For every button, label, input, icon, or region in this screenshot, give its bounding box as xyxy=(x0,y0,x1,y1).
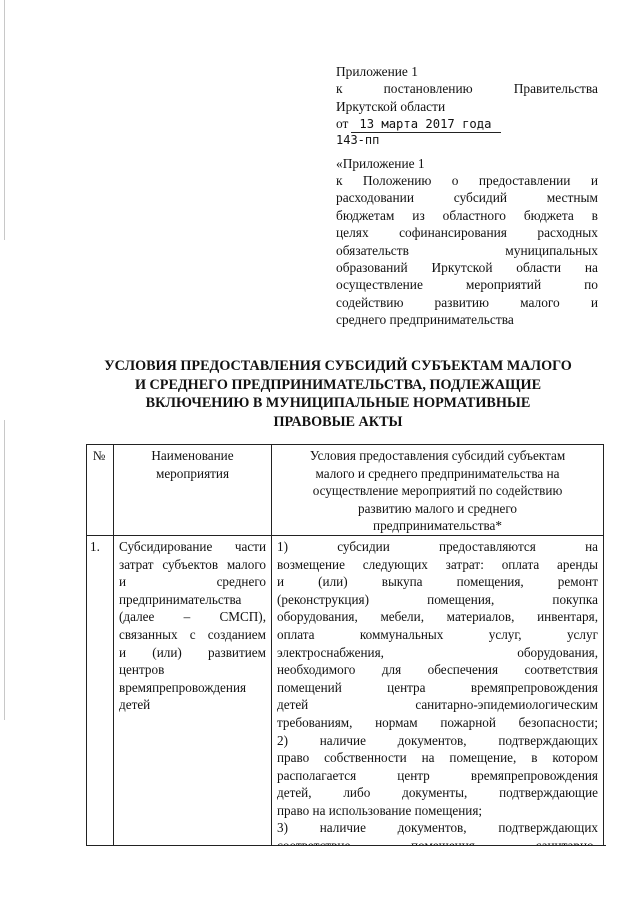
page-bottom-margin xyxy=(0,845,640,905)
sub-appendix-line: к Положению о предоставлении и xyxy=(336,173,598,189)
sub-appendix-line: обязательств муниципальных xyxy=(336,242,598,258)
text-line: и (или) выкупа помещения, ремонт xyxy=(277,574,598,590)
conditions-text xyxy=(277,538,598,855)
date-value: 13 марта 2017 года xyxy=(351,117,501,133)
text-line: предпринимательства xyxy=(119,591,242,607)
text-line: связанных с созданием xyxy=(119,626,266,642)
text-line: и (или) развитием xyxy=(119,644,266,660)
title-line: ВКЛЮЧЕНИЮ В МУНИЦИПАЛЬНЫЕ НОРМАТИВНЫЕ xyxy=(145,395,531,412)
appendix-word: постановлению xyxy=(383,81,473,97)
header-event-name xyxy=(114,445,272,536)
row-conditions xyxy=(272,535,604,855)
text-line: (реконструкция) помещения, покупка xyxy=(277,591,598,607)
text-line: затрат субъектов малого xyxy=(119,556,266,572)
sub-appendix-line: расходовании субсидий местным xyxy=(336,190,598,206)
text-line: 2) наличие документов, подтверждающих xyxy=(277,732,598,748)
appendix-line: Приложение 1 xyxy=(336,64,418,79)
header-text-line: малого и среднего предпринимательства на xyxy=(315,465,560,481)
header-text-line: Условия предоставления субсидий субъектам xyxy=(309,448,566,463)
sub-appendix-line: содействию развитию малого и xyxy=(336,294,598,310)
appendix-line: Иркутской области xyxy=(336,98,446,114)
appendix-block xyxy=(336,63,598,329)
table-row xyxy=(87,535,604,855)
text-line: право собственности на помещение, в котором xyxy=(277,750,598,766)
text-line: центров xyxy=(119,662,165,678)
date-row xyxy=(336,115,598,132)
text-line: и среднего xyxy=(119,574,266,590)
text-line: требованиям, нормам пожарной безопасности; xyxy=(277,714,598,730)
text-line: необходимого для обеспечения соответствия xyxy=(277,662,598,678)
appendix-word: к xyxy=(336,81,343,97)
text-line: оплата коммунальных услуг, услуг xyxy=(277,626,598,642)
table-bottom-border xyxy=(86,845,606,846)
header-text-line: развитию малого и среднего xyxy=(357,500,518,516)
text-line: детей xyxy=(119,697,151,713)
text-line: (далее – СМСП), xyxy=(119,609,266,625)
sub-appendix-line: бюджетам из областного бюджета в xyxy=(336,207,598,223)
sub-appendix-line: образований Иркутской области на xyxy=(336,260,598,276)
sub-appendix-text xyxy=(336,172,598,329)
scan-edge-mark xyxy=(4,0,5,240)
text-line: возмещение следующих затрат: оплата аренды xyxy=(277,556,598,572)
sub-appendix-line: осуществление мероприятий по xyxy=(336,277,598,293)
header-number: № xyxy=(87,445,114,536)
table-header-row xyxy=(87,445,604,536)
header-text-line: предпринимательства* xyxy=(373,518,502,534)
conditions-table xyxy=(86,444,604,856)
row-event-name xyxy=(114,535,272,855)
document-title xyxy=(78,357,598,431)
header-text-line: Наименование xyxy=(151,448,234,463)
text-line: времяпрепровождения xyxy=(119,679,247,695)
title-line: УСЛОВИЯ ПРЕДОСТАВЛЕНИЯ СУБСИДИЙ СУБЪЕКТАМ МАЛОГО xyxy=(104,358,572,374)
scan-edge-mark xyxy=(4,420,5,720)
header-conditions xyxy=(272,445,604,536)
title-line: И СРЕДНЕГО ПРЕДПРИНИМАТЕЛЬСТВА, ПОДЛЕЖАЩИЕ xyxy=(134,376,542,393)
title-line: ПРАВОВЫЕ АКТЫ xyxy=(273,413,403,430)
sub-appendix-line: целях софинансирования расходных xyxy=(336,225,598,241)
appendix-word: Правительства xyxy=(513,81,598,97)
text-line: оборудования, мебели, материалов, инвентаря, xyxy=(277,609,598,625)
sub-appendix-line: среднего предпринимательства xyxy=(336,312,514,328)
row-number: 1. xyxy=(87,535,114,855)
text-line: 3) наличие документов, подтверждающих xyxy=(277,820,598,836)
document-number: 143-пп xyxy=(336,132,380,147)
event-name-text xyxy=(119,538,266,714)
header-text-line: осуществление мероприятий по содействию xyxy=(312,483,563,499)
text-line: располагается центр времяпрепровождения xyxy=(277,767,598,783)
text-line: право на использование помещения; xyxy=(277,802,483,818)
text-line: детей санитарно-эпидемиологическим xyxy=(277,697,598,713)
date-prefix: от xyxy=(336,116,349,132)
header-text-line: мероприятия xyxy=(155,465,230,481)
text-line: помещений центра времяпрепровождения xyxy=(277,679,598,695)
appendix-line xyxy=(336,80,598,97)
text-line: детей, либо документы, подтверждающие xyxy=(277,785,598,801)
text-line: электроснабжения, оборудования, xyxy=(277,644,598,660)
text-line: 1) субсидии предоставляются на xyxy=(277,538,598,554)
sub-appendix-title: «Приложение 1 xyxy=(336,155,425,171)
text-line: Субсидирование части xyxy=(119,538,266,554)
